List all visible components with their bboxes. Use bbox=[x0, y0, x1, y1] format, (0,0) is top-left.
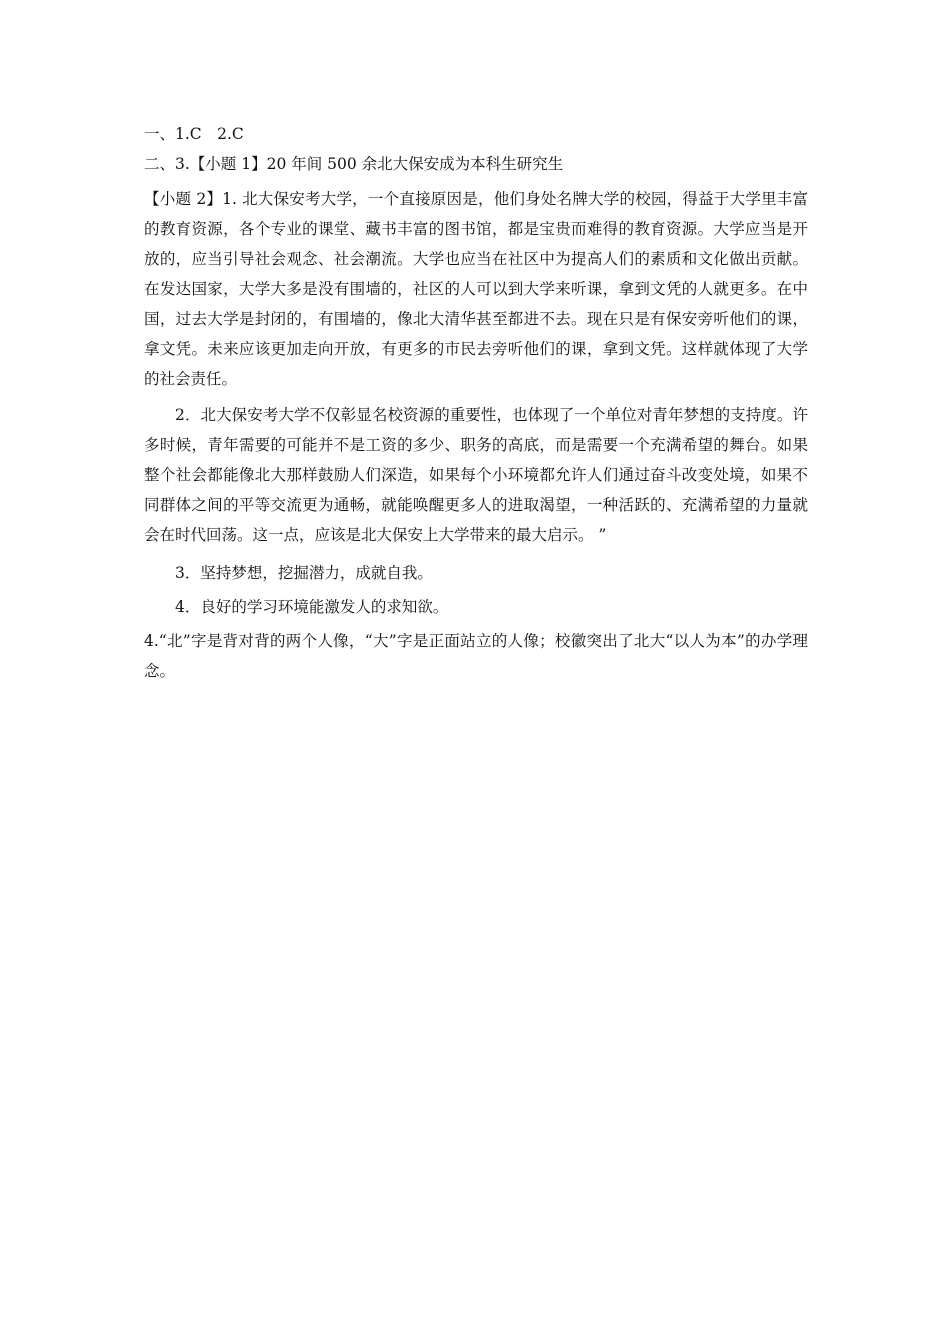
answer-q3-sub1: 二、3.【小题 1】20 年间 500 余北大保安成为本科生研究生 bbox=[144, 155, 564, 173]
answer-sheet bbox=[144, 122, 808, 686]
answer-sub2-item2: 2．北大保安考大学不仅彰显名校资源的重要性，也体现了一个单位对青年梦想的支持度。许多时候，青年需要的可能并不是工资的多少、职务的高底，而是需要一个充满希望的舞台。如果整个社会都能像北大那样鼓励人们深造，如果每个小环境都允许人们通过奋斗改变处境，如果不同群体之间的平等交流更为通畅，就能唤醒更多人的进取渴望，一种活跃的、充满希望的力量就会在时代回荡。这一点，应该是北大保安上大学带来的最大启示。 ” bbox=[144, 406, 808, 544]
answer-sub2-item1: 【小题 2】1. 北大保安考大学，一个直接原因是，他们身处名牌大学的校园，得益于大学里丰富的教育资源，各个专业的课堂、藏书丰富的图书馆，都是宝贵而难得的教育资源。大学应当是开放的，应当引导社会观念、社会潮流。大学也应当在社区中为提高人们的素质和文化做出贡献。在发达国家，大学大多是没有围墙的，社区的人可以到大学来听课，拿到文凭的人就更多。在中国，过去大学是封闭的，有围墙的，像北大清华甚至都进不去。现在只是有保安旁听他们的课，拿文凭。未来应该更加走向开放，有更多的市民去旁听他们的课，拿到文凭。这样就体现了大学的社会责任。 bbox=[144, 190, 808, 388]
answer-section-1: 一、1.C 2.C bbox=[144, 125, 244, 143]
answer-sub2-item4: 4．良好的学习环境能激发人的求知欲。 bbox=[175, 598, 449, 616]
answer-q4: 4.“北”字是背对背的两个人像，“大”字是正面站立的人像；校徽突出了北大“以人为本”的办学理念。 bbox=[144, 632, 808, 680]
answer-sub2-item3: 3．坚持梦想，挖掘潜力，成就自我。 bbox=[175, 564, 433, 582]
